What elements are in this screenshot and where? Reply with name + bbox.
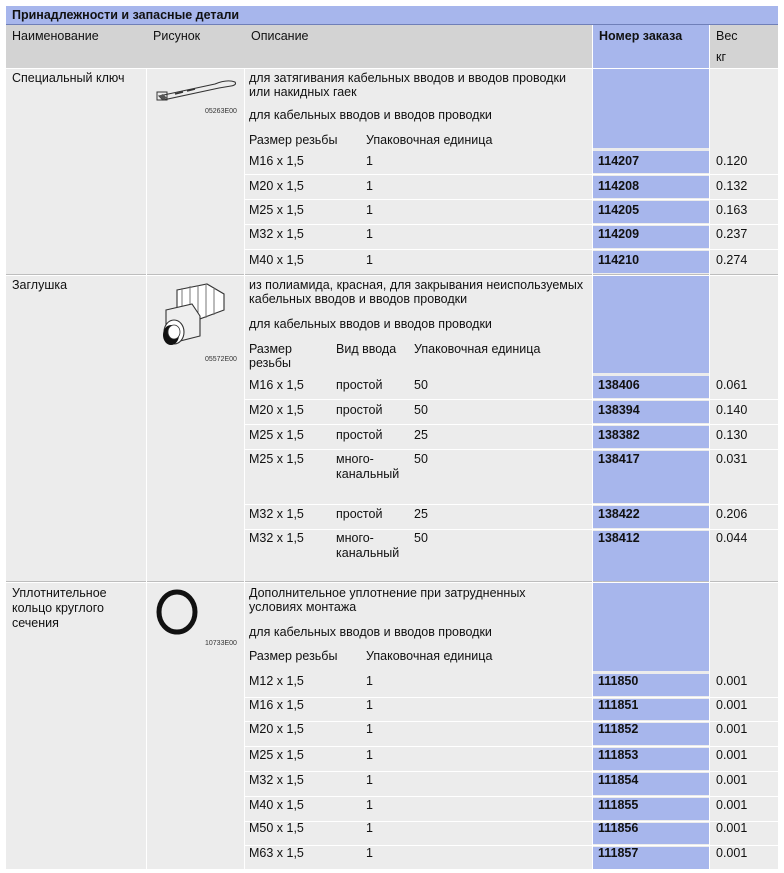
row-pack: 1: [366, 798, 373, 812]
row-divider: [245, 399, 778, 400]
row-pack: 50: [414, 403, 428, 417]
row-weight: 0.120: [716, 154, 748, 168]
row-pack: 50: [414, 452, 428, 466]
header-description-label: Описание: [251, 29, 309, 43]
o-ring-icon: [155, 588, 201, 639]
row-order-number: 138422: [598, 507, 640, 521]
row-weight: 0.001: [716, 722, 748, 736]
col-pack-label: Упаковочная единица: [366, 133, 493, 147]
row-divider: [245, 845, 778, 846]
order-cell-blank: [593, 583, 709, 671]
row-order-number: 114210: [598, 253, 640, 267]
row-pack: 1: [366, 203, 373, 217]
section-description: из полиамида, красная, для закрывания неиспользуемых кабельных вводов и вводов проводки: [249, 278, 584, 306]
row-order-number: 111855: [598, 798, 639, 812]
row-order-number: 114209: [598, 227, 640, 241]
header-weight-unit: кг: [716, 50, 727, 64]
header-figure: [147, 25, 244, 68]
row-pack: 1: [366, 154, 373, 168]
header-name-label: Наименование: [12, 29, 99, 43]
row-order-number: 111852: [598, 722, 639, 736]
row-pack: 1: [366, 773, 373, 787]
row-order-number: 111853: [598, 748, 639, 762]
row-thread: M32 x 1,5: [249, 773, 304, 787]
row-order-number: 114207: [598, 154, 640, 168]
row-pack: 1: [366, 722, 373, 736]
figure-code: 10733E00: [205, 640, 237, 647]
row-weight: 0.274: [716, 253, 748, 267]
row-weight: 0.132: [716, 179, 748, 193]
row-pack: 50: [414, 531, 428, 545]
row-divider: [245, 721, 778, 722]
row-pack: 1: [366, 698, 373, 712]
section-description: для затягивания кабельных вводов и вводов проводки или накидных гаек: [249, 71, 566, 99]
section-divider-1: [6, 274, 778, 275]
row-order-number: 111850: [598, 674, 639, 688]
row-thread: M25 x 1,5: [249, 748, 304, 762]
row-order-number: 138382: [598, 428, 640, 442]
row-order-number: 138417: [598, 452, 640, 466]
row-thread: M25 x 1,5: [249, 203, 304, 217]
row-order-number: 138406: [598, 378, 640, 392]
row-pack: 25: [414, 507, 428, 521]
wrench-icon: [155, 72, 240, 107]
plug-cap-icon: [152, 280, 232, 353]
row-order-number: 111856: [598, 821, 639, 835]
row-thread: M16 x 1,5: [249, 698, 304, 712]
row-thread: M32 x 1,5: [249, 227, 304, 241]
row-order-number: 114208: [598, 179, 640, 193]
row-thread: M16 x 1,5: [249, 154, 304, 168]
col-pack-label: Упаковочная единица: [366, 649, 493, 663]
header-figure-label: Рисунок: [153, 29, 201, 43]
col-sep-2: [244, 69, 245, 869]
row-divider: [245, 199, 778, 200]
row-pack: 1: [366, 846, 373, 860]
row-divider: [245, 449, 778, 450]
row-pack: 1: [366, 748, 373, 762]
row-order-number: 111854: [598, 773, 639, 787]
row-weight: 0.001: [716, 821, 748, 835]
table-title: Принадлежности и запасные детали: [12, 8, 240, 22]
row-thread: M12 x 1,5: [249, 674, 304, 688]
section-subtitle: для кабельных вводов и вводов проводки: [249, 625, 492, 639]
row-thread: M63 x 1,5: [249, 846, 304, 860]
row-weight: 0.140: [716, 403, 748, 417]
header-description: [245, 25, 592, 68]
row-thread: M25 x 1,5: [249, 452, 304, 466]
row-pack: 1: [366, 227, 373, 241]
row-divider: [245, 697, 778, 698]
col-sep-4: [709, 69, 710, 869]
row-weight: 0.031: [716, 452, 748, 466]
row-divider: [245, 821, 778, 822]
row-weight: 0.237: [716, 227, 748, 241]
row-divider: [245, 771, 778, 772]
section-name: Специальный ключ: [12, 71, 125, 85]
col-sep-1: [146, 69, 147, 869]
row-divider: [245, 504, 778, 505]
table-title-bar: [6, 6, 778, 25]
row-order-number: 111857: [598, 846, 639, 860]
section-name: Уплотнительное кольцо круглого сечения: [12, 586, 107, 630]
row-thread: M20 x 1,5: [249, 403, 304, 417]
row-pack: 1: [366, 179, 373, 193]
row-thread: M50 x 1,5: [249, 821, 304, 835]
row-weight: 0.130: [716, 428, 748, 442]
row-pack: 1: [366, 821, 373, 835]
row-weight: 0.044: [716, 531, 748, 545]
row-weight: 0.001: [716, 846, 748, 860]
row-entry: много-канальный: [336, 452, 400, 481]
row-thread: M40 x 1,5: [249, 253, 304, 267]
row-weight: 0.061: [716, 378, 748, 392]
col-entry-label: Вид ввода: [336, 342, 397, 356]
row-pack: 25: [414, 428, 428, 442]
section-subtitle: для кабельных вводов и вводов проводки: [249, 108, 492, 122]
header-order-label: Номер заказа: [599, 29, 683, 43]
col-pack-label: Упаковочная единица: [414, 342, 541, 356]
figure-code: 05263E00: [205, 108, 237, 115]
row-divider: [245, 224, 778, 225]
row-thread: M20 x 1,5: [249, 179, 304, 193]
row-thread: M40 x 1,5: [249, 798, 304, 812]
header-weight: [710, 25, 778, 68]
header-weight-label: Вес: [716, 29, 738, 43]
row-weight: 0.206: [716, 507, 748, 521]
row-thread: M32 x 1,5: [249, 507, 304, 521]
row-order-number: 138394: [598, 403, 640, 417]
order-cell-blank: [593, 69, 709, 148]
row-order-number: 111851: [598, 698, 639, 712]
row-weight: 0.163: [716, 203, 748, 217]
figure-code: 05572E00: [205, 356, 237, 363]
row-entry: простой: [336, 428, 383, 442]
row-weight: 0.001: [716, 674, 748, 688]
row-weight: 0.001: [716, 698, 748, 712]
row-divider: [245, 746, 778, 747]
row-pack: 1: [366, 674, 373, 688]
row-entry: простой: [336, 507, 383, 521]
col-thread-label: Размер резьбы: [249, 133, 338, 147]
header-name: [6, 25, 146, 68]
row-weight: 0.001: [716, 798, 748, 812]
row-weight: 0.001: [716, 773, 748, 787]
row-entry: простой: [336, 378, 383, 392]
row-thread: M16 x 1,5: [249, 378, 304, 392]
row-weight: 0.001: [716, 748, 748, 762]
section-name: Заглушка: [12, 278, 68, 292]
row-pack: 1: [366, 253, 373, 267]
order-cell-blank: [593, 276, 709, 373]
row-divider: [245, 174, 778, 175]
row-entry: много-канальный: [336, 531, 400, 560]
section-description: Дополнительное уплотнение при затрудненных условиях монтажа: [249, 586, 526, 614]
row-divider: [245, 529, 778, 530]
section-subtitle: для кабельных вводов и вводов проводки: [249, 317, 492, 331]
header-order-number: [593, 25, 709, 68]
row-divider: [245, 249, 778, 250]
row-order-number: 114205: [598, 203, 640, 217]
section-divider-2: [6, 581, 778, 582]
row-thread: M32 x 1,5: [249, 531, 304, 545]
row-divider: [245, 424, 778, 425]
row-divider: [245, 796, 778, 797]
row-thread: M25 x 1,5: [249, 428, 304, 442]
row-order-number: 138412: [598, 531, 640, 545]
row-thread: M20 x 1,5: [249, 722, 304, 736]
row-entry: простой: [336, 403, 383, 417]
row-pack: 50: [414, 378, 428, 392]
col-thread-label: Размер резьбы: [249, 342, 292, 370]
col-thread-label: Размер резьбы: [249, 649, 338, 663]
